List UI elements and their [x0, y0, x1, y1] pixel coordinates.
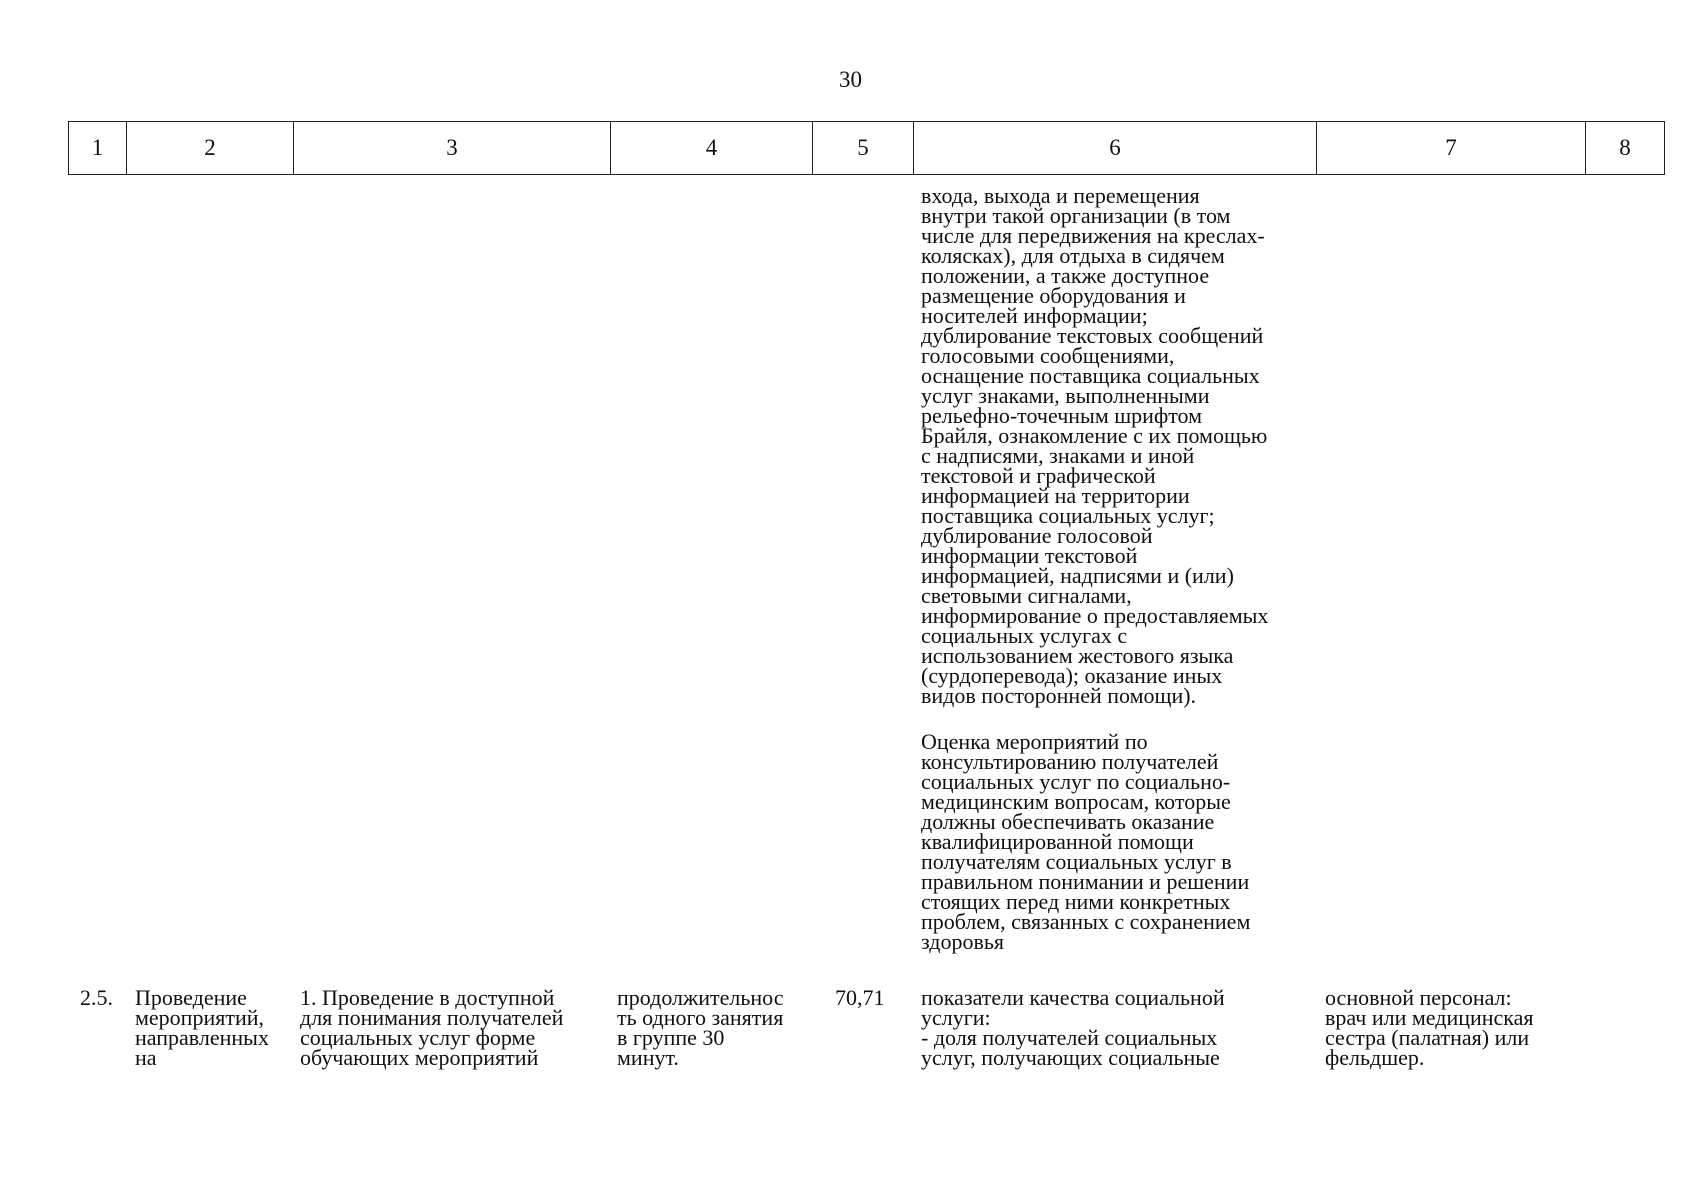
- row-2-5-duration: продолжительнос ть одного занятия в группе 30 минут.: [617, 985, 784, 1070]
- header-col-6: 6: [914, 122, 1317, 175]
- header-col-1: 1: [69, 122, 127, 175]
- row-2-5-personnel: основной персонал: врач или медицинская сестра (палатная) или фельдшер.: [1325, 985, 1534, 1070]
- header-col-3: 3: [294, 122, 611, 175]
- header-col-5: 5: [813, 122, 914, 175]
- column-number-header: [68, 121, 1665, 175]
- row-2-5-service-name: Проведение мероприятий, направленных на: [135, 985, 269, 1070]
- row-2-5-quality-indicators: показатели качества социальной услуги: - доля получателей социальных услуг, получающих социальные: [921, 985, 1225, 1070]
- row-2-5-tariff: 70,71: [835, 985, 885, 1010]
- row-2-5-description: 1. Проведение в доступной для понимания получателей социальных услуг форме обучающих мероприятий: [300, 985, 564, 1070]
- header-col-2: 2: [127, 122, 294, 175]
- page-number: 30: [839, 67, 862, 92]
- header-col-4: 4: [611, 122, 813, 175]
- col6-continuation-paragraph-1: входа, выхода и перемещения внутри такой организации (в том числе для передвижения на креслах- колясках), для отдыха в сидячем положении, а также доступное размещение оборудования и носителей информации; дублирование текстовых сообщений голосовыми сообщениями, оснащение поставщика социальных услуг знаками, выполненными рельефно-точечным шрифтом Брайля, ознакомление с их помощью с надписями, знаками и иной текстовой и графической информацией на территории поставщика социальных услуг; дублирование голосовой информации текстовой информацией, надписями и (или) световыми сигналами, информирование о предоставляемых социальных услугах с использованием жестового языка (сурдоперевода); оказание иных видов посторонней помощи).: [921, 183, 1269, 708]
- header-col-7: 7: [1317, 122, 1586, 175]
- row-2-5-number: 2.5.: [80, 985, 113, 1010]
- header-col-8: 8: [1586, 122, 1665, 175]
- col6-continuation-paragraph-2: Оценка мероприятий по консультированию получателей социальных услуг по социально- медицинским вопросам, которые должны обеспечивать оказание квалифицированной помощи получателям социальных услуг в правильном понимании и решении стоящих перед ними конкретных проблем, связанных с сохранением здоровья: [921, 729, 1251, 954]
